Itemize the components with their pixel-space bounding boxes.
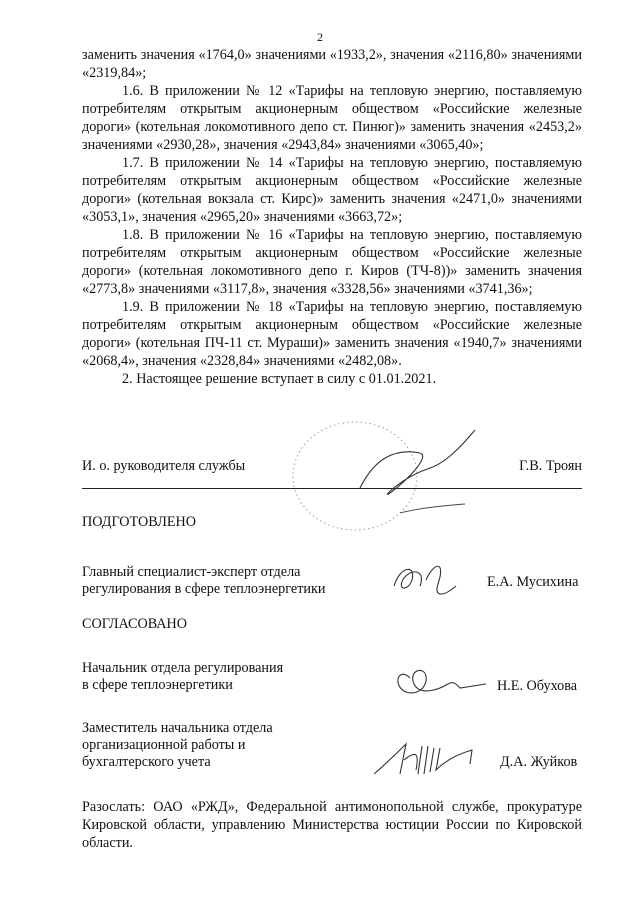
agreed-heading: СОГЛАСОВАНО: [82, 616, 188, 632]
signer-position-line: Начальник отдела регулирования: [82, 660, 284, 676]
paragraph-1-7: 1.7. В приложении № 14 «Тарифы на тепловую энергию, поставляемую потребителям открытым акционерным обществом «Российские железные дороги» (котельная вокзала ст. Кирс)» заменить значения «2471,0» значениями «3053,1», значения «2965,20» значениями «3663,72»;: [82, 155, 582, 225]
paragraph-2: 2. Настоящее решение вступает в силу с 01.01.2021.: [122, 371, 437, 387]
document-body: [82, 46, 582, 388]
signature-obukhova: [388, 656, 488, 706]
signature-zhuikov: [370, 730, 500, 785]
agreed-signer-1-position: [82, 660, 283, 694]
paragraph-1-9: 1.9. В приложении № 18 «Тарифы на тепловую энергию, поставляемую потребителям открытым акционерным обществом «Российские железные дороги» (котельная ПЧ-11 ст. Мураши)» заменить значения «1940,7» значениями «2068,4», значения «2328,84» значениями «2482,08».: [82, 299, 582, 369]
agreed-signer-2-position: [82, 720, 273, 771]
head-position: И. о. руководителя службы: [82, 458, 246, 474]
page-number: 2: [317, 30, 323, 44]
paragraph-1-6: 1.6. В приложении № 12 «Тарифы на тепловую энергию, поставляемую потребителям открытым акционерным обществом «Российские железные дороги» (котельная локомотивного депо ст. Пинюг)» заменить значения «2453,2» значениями «2930,28», значения «2943,84» значениями «3065,40»;: [82, 83, 582, 153]
signer-position-line: в сфере теплоэнергетики: [82, 677, 233, 693]
prepared-position: [82, 564, 325, 598]
prepared-position-line: Главный специалист-эксперт отдела: [82, 564, 301, 580]
signer-position-line: Заместитель начальника отдела: [82, 720, 273, 736]
head-signature-row: [82, 458, 582, 475]
paragraph-continuation: заменить значения «1764,0» значениями «1933,2», значения «2116,80» значениями «2319,84»;: [82, 47, 582, 81]
agreed-signer-2-name: Д.А. Жуйков: [500, 754, 578, 770]
distribution-list: Разослать: ОАО «РЖД», Федеральной антимонопольной службе, прокуратуре Кировской области, управлению Министерства юстиции России по Кировской области.: [82, 799, 582, 851]
prepared-name: Е.А. Мусихина: [487, 574, 579, 590]
prepared-heading: ПОДГОТОВЛЕНО: [82, 514, 196, 530]
prepared-position-line: регулирования в сфере теплоэнергетики: [82, 581, 326, 597]
paragraph-1-8: 1.8. В приложении № 16 «Тарифы на тепловую энергию, поставляемую потребителям открытым акционерным обществом «Российские железные дороги» (котельная локомотивного депо г. Киров (ТЧ-8))» заменить значения «2773,8» значениями «3117,8», значения «3328,56» значениями «3741,36»;: [82, 227, 582, 297]
signer-position-line: бухгалтерского учета: [82, 754, 211, 770]
signature-musikhina: [386, 556, 466, 606]
divider: [82, 488, 582, 489]
agreed-signer-1-name: Н.Е. Обухова: [497, 678, 578, 694]
signer-position-line: организационной работы и: [82, 737, 246, 753]
head-name: Г.В. Троян: [519, 458, 582, 474]
stamp-and-signature: [280, 418, 480, 538]
